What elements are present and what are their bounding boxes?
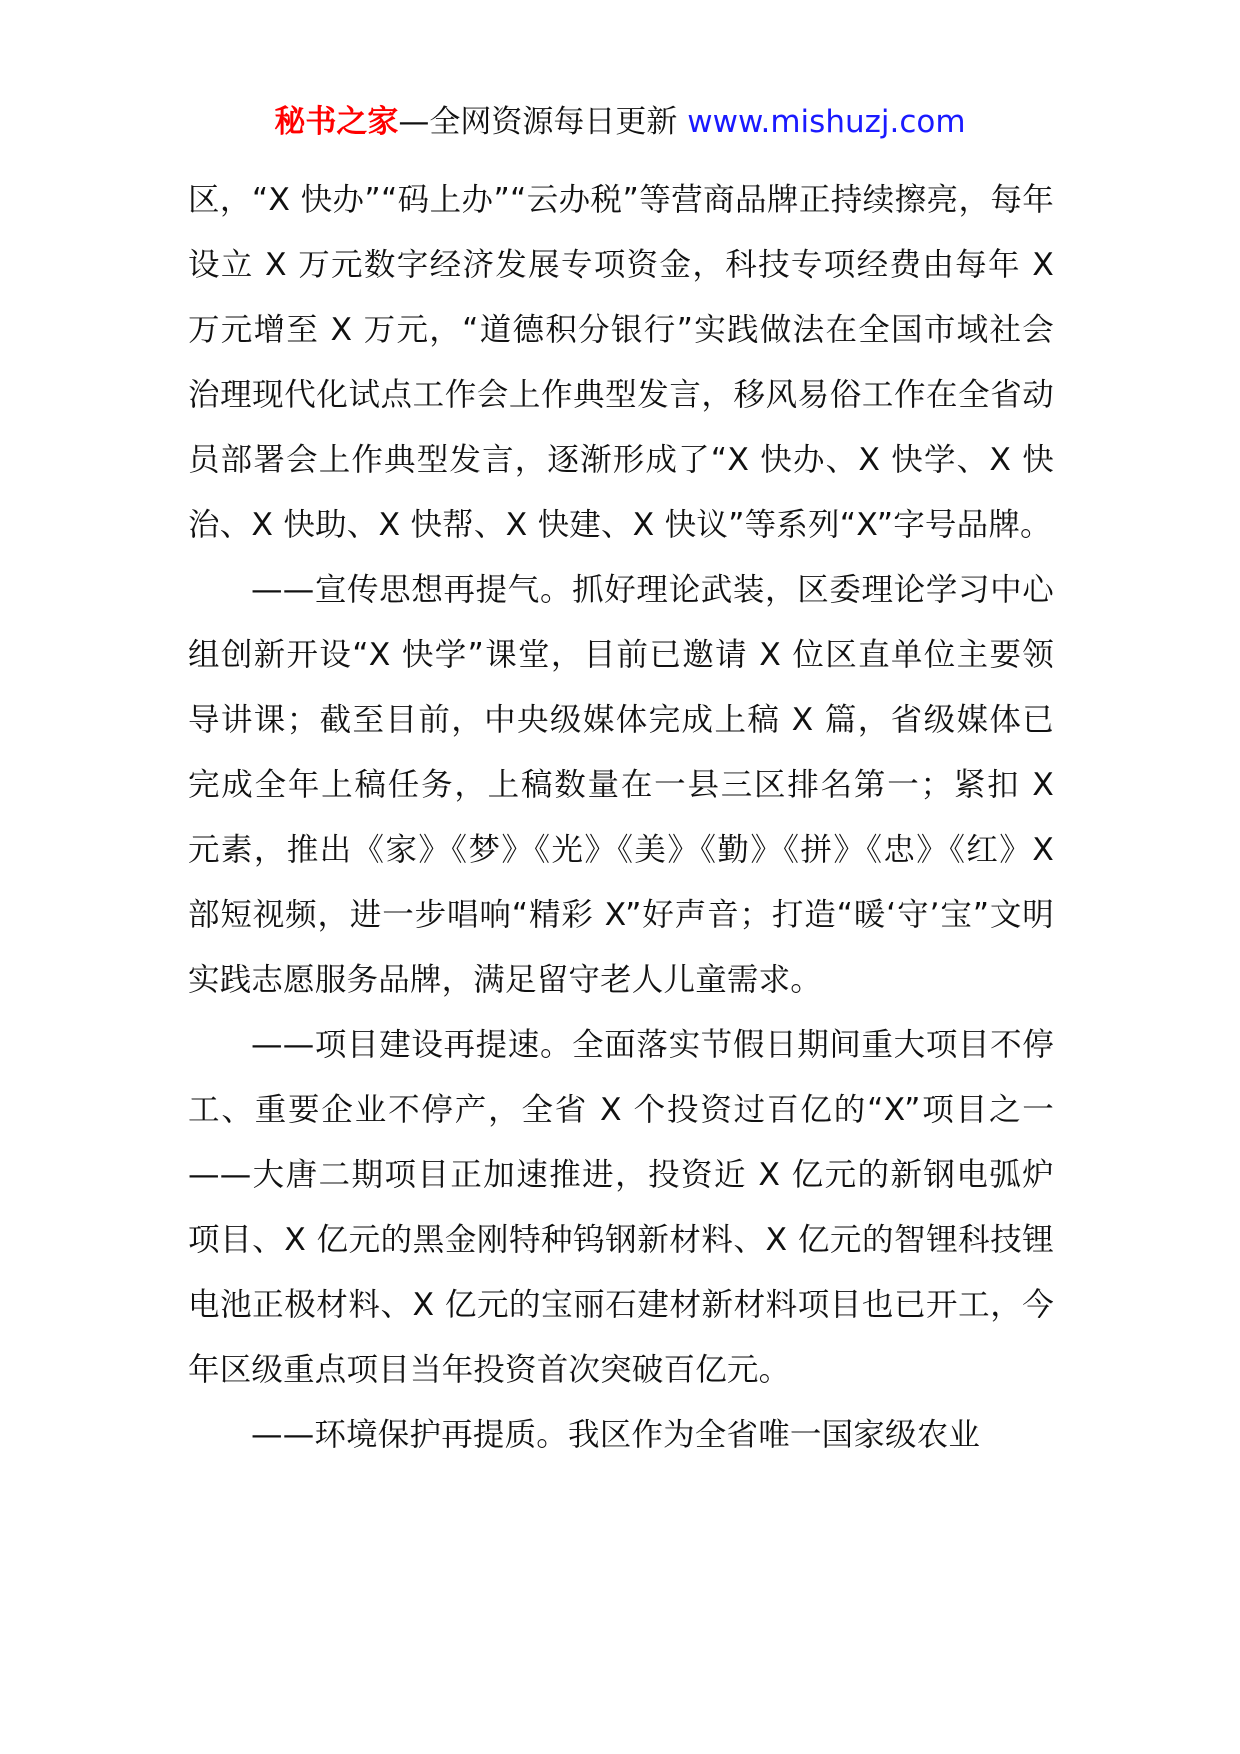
- site-url-link[interactable]: www.mishuzj.com: [687, 104, 966, 140]
- paragraph-environment: ——环境保护再提质。我区作为全省唯一国家级农业: [251, 1417, 981, 1453]
- page-header: [0, 100, 1240, 144]
- site-tagline: —全网资源每日更新: [398, 104, 688, 140]
- paragraph-publicity: ——宣传思想再提气。抓好理论武装，区委理论学习中心组创新开设“X 快学”课堂，目前已邀请 X 位区直单位主要领导讲课；截至目前，中央级媒体完成上稿 X 篇，省级媒体已完成全年上稿任务，上稿数量在一县三区排名第一；紧扣 X 元素，推出《家》《梦》《光》《美》《勤》《拼》《忠》《红》X 部短视频，进一步唱响“精彩 X”好声音；打造“暖‘守’宝”文明实践志愿服务品牌，满足留守老人儿童需求。: [188, 572, 1054, 998]
- site-brand: 秘书之家: [274, 104, 399, 140]
- paragraph-projects: ——项目建设再提速。全面落实节假日期间重大项目不停工、重要企业不停产，全省 X 个投资过百亿的“X”项目之一——大唐二期项目正加速推进，投资近 X 亿元的新钢电弧炉项目、X 亿元的黑金刚特种钨钢新材料、X 亿元的智锂科技锂电池正极材料、X 亿元的宝丽石建材新材料项目也已开工，今年区级重点项目当年投资首次突破百亿元。: [188, 1027, 1054, 1388]
- paragraph-continuation: 区，“X 快办”“码上办”“云办税”等营商品牌正持续擦亮，每年设立 X 万元数字经济发展专项资金，科技专项经费由每年 X 万元增至 X 万元，“道德积分银行”实践做法在全国市域社会治理现代化试点工作会上作典型发言，移风易俗工作在全省动员部署会上作典型发言，逐渐形成了“X 快办、X 快学、X 快治、X 快助、X 快帮、X 快建、X 快议”等系列“X”字号品牌。: [188, 182, 1054, 543]
- document-body: [188, 168, 1054, 1468]
